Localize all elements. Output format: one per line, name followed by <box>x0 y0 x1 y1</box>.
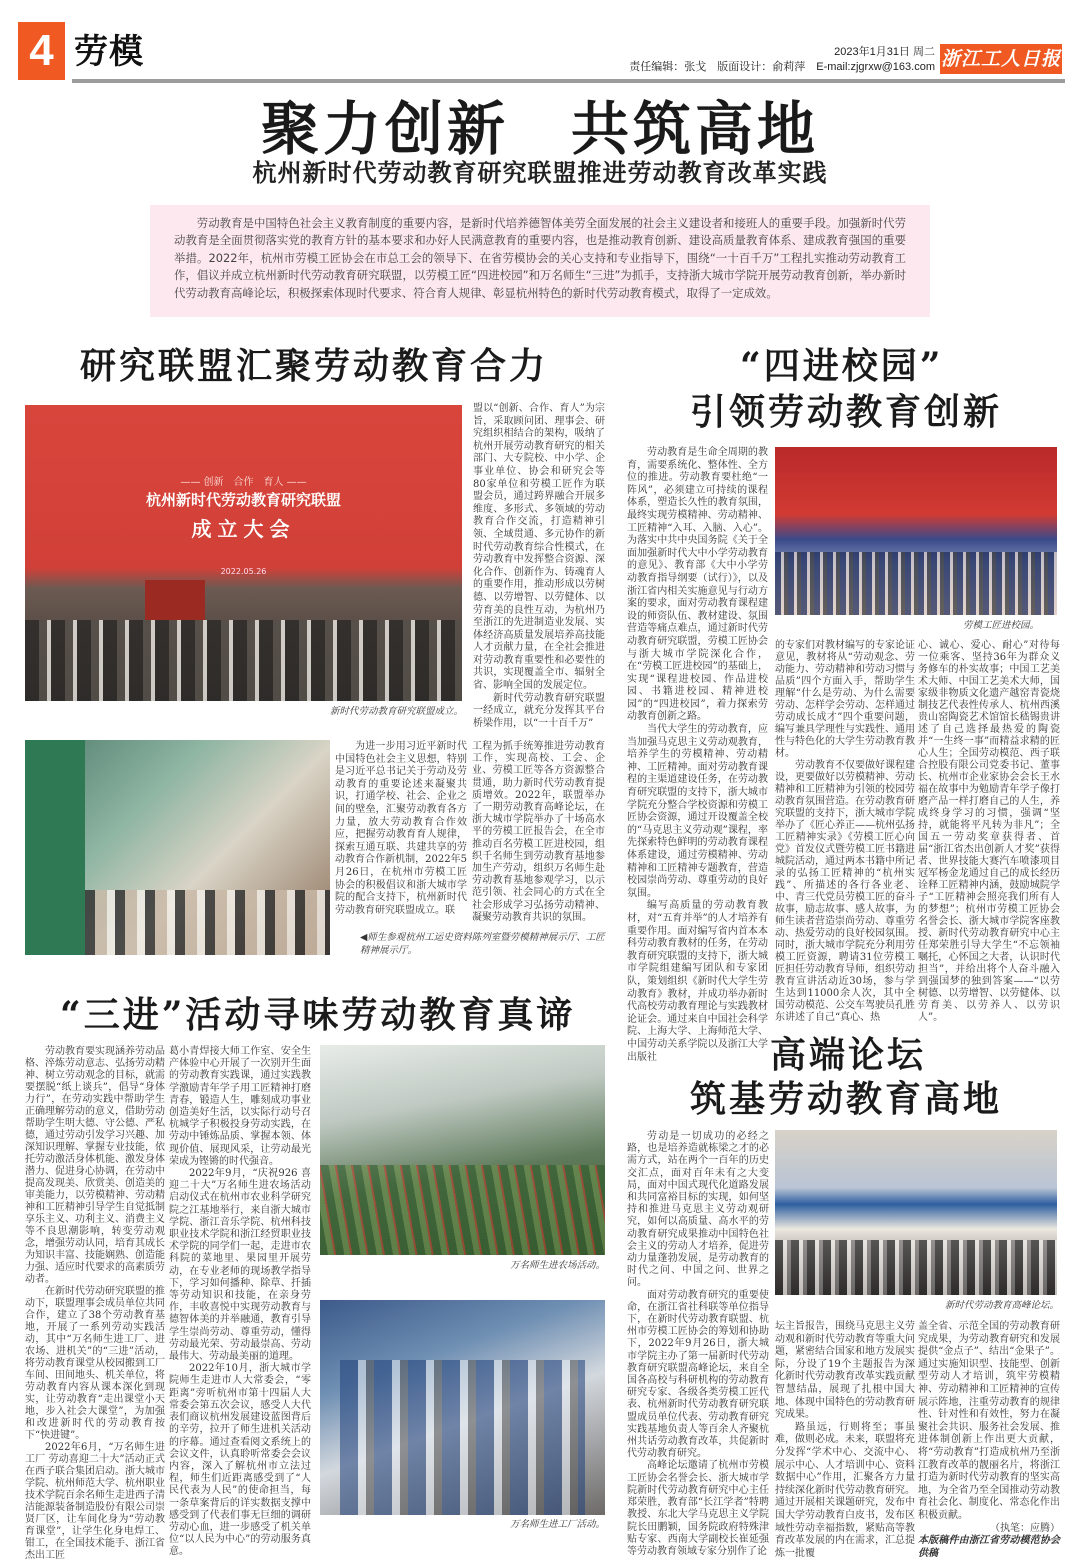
article-paragraph: 高峰论坛邀请了杭州市劳模工匠协会名誉会长、浙大城市学院新时代劳动教育研究中心主任郑荣胜，教育部“长江学者”特聘教授、东北大学马克思主义学院院长田鹏颖，国务院政府特殊津贴专家、西南大学副校长崔延强等劳动教育领域专家分别作了论 <box>627 1460 769 1557</box>
newspaper-logo: 浙江工人日报 <box>940 44 1062 74</box>
article-paragraph: 当代大学生的劳动教育，应当加强马克思主义劳动观教育，培养学生的劳模精神、劳动精神、工匠精神。面对劳动教育课程的主渠道建设任务，在劳动教育研究联盟的支持下，浙大城市学院充分整合学校资源和劳模工匠协会资源，通过开设覆盖全校的“马克思主义劳动观”课程，率先探索特色鲜明的劳动教育课程体系建设，通过劳模精神、劳动精神和工匠精神专题教育，营造校园崇尚劳动、尊重劳动的良好氛围。 <box>627 724 768 899</box>
workers <box>340 1360 585 1515</box>
section4-heading-line2: 筑基劳动教育高地 <box>690 1078 1003 1120</box>
photo-exhibition-hall-visit <box>25 740 330 955</box>
photo-caption: 万名师生进农场活动。 <box>510 1260 606 1271</box>
article-paragraph: 2022年6月，“万名师生进工厂 劳动喜迎二十大”活动正式在西子联合集团启动。浙大城市学院、杭州师范大学、杭州职业技术学院百余名师生走进西子清洁能源装备制造股份有限公司崇贤厂区，让车间化身为“劳动教育课堂”，让学生化身电焊工、钳工，在全国技术能手、浙江省杰出工匠 <box>25 1442 165 1561</box>
article-paragraph: 的专家们对教材编写的专家论证意见，教材将从“劳动观念、劳动能力、劳动精神和劳动习惯与品质”四个方面入手，帮助学生理解“什么是劳动、为什么需要劳动、怎样学会劳动、怎样通过劳动成长成才”四个重要问题，编写兼具学理性与实践性、通用性与特色化的大学生劳动教育教材。 <box>775 640 915 759</box>
section2-heading-line2: 引领劳动教育创新 <box>690 391 1003 433</box>
article-column <box>775 640 915 1024</box>
article-column <box>472 741 605 924</box>
article-paragraph: 新时代劳动教育研究联盟一经成立，就充分发挥其平台桥梁作用，以“一十百千万” <box>473 692 605 729</box>
article-paragraph: 编写高质量的劳动教育教材，对“五育并举”的人才培养有重要作用。面对编写省内首本本科劳动教育教材的任务，在劳动教育研究联盟的支持下，浙大城市学院组建编写团队和专家团队，策划组织《新时代大学生劳动教育》教材，并成功举办新时代高校劳动教育理论与实践教材论证会。通过来自中国社会科学院、上海大学、上海师范大学、中国劳动关系学院以及浙江大学出版社 <box>627 900 768 1063</box>
photo-caption: 劳模工匠进校园。 <box>963 620 1040 631</box>
page-number: 4 <box>18 22 65 80</box>
article-column <box>627 1131 769 1558</box>
article-paragraph: 葛小青焊接大师工作室、安全生产体验中心开展了一次别开生面的劳动教育实践课，通过实践教学激励青年学子用工匠精神打磨青春，锻造人生，雕刻成功事业创造美好生活，以实际行动号召杭城学子积极投身劳动实践，在劳动中锤炼品质、掌握本领、体现价值、展现风采，让劳动最光荣成为铿锵的时代强音。 <box>169 1046 311 1167</box>
article-paragraph: 坛主旨报告，围绕马克思主义劳动观和新时代劳动教育等重大问题，紧密结合国家和地方发展实际，分设了19个主题报告为深化新时代劳动教育改革实践贡献智慧结晶，展现了扎根中国大地、体现中国特色的劳动教育研究成果。 <box>775 1321 915 1421</box>
article-paragraph: 2022年9月，“庆祝926 喜迎二十大”万名师生进农场活动启动仪式在杭州市农业科学研究院之江基地举行，来自浙大城市学院、浙江音乐学院、杭州科技职业技术学院和浙江经贸职业技术学院的同学们一起，走进市农科院的菜地里、果园里开展劳动，在专业老师的现场教学指导下，学习如何播种、除草、扦插等劳动知识和技能，在亲身劳作，丰收喜悦中实现劳动教育与德智体美的并举融通，教育引导学生崇尚劳动、尊重劳动，懂得劳动最光荣、劳动最崇高、劳动最伟大、劳动最美丽的道理。 <box>169 1168 311 1363</box>
article-paragraph: 面对劳动教育研究的重要使命，在浙江省社科联等单位指导下，在新时代劳动教育联盟、杭州市劳模工匠协会的筹划和协助下，2022年9月26日，浙大城市学院主办了第一届新时代劳动教育研究联盟高峰论坛，来自全国各高校与科研机构的劳动教育研究专家、各级各类劳模工匠代表、杭州新时代劳动教育研究联盟成员单位代表、劳动教育研究实践基地负责人等百余人齐聚杭州共话劳动教育改革，共促新时代劳动教育研究。 <box>627 1289 769 1460</box>
article-column <box>918 1321 1060 1560</box>
editor-credits: 责任编辑：张戈 版面设计：俞莉萍 E-mail:zjgrxw@163.com <box>629 61 935 73</box>
section1-heading: 研究联盟汇聚劳动教育合力 <box>80 345 549 387</box>
article-paragraph: 劳动教育是生命全周期的教育，需要系统化、整体性、全方位的推进。劳动教育要杜绝“一阵风”，必须建立可持续的课程体系，塑造长久性的教育氛围，最终实现劳模精神、劳动精神、工匠精神“入耳、入脑、入心”。为落实中共中央国务院《关于全面加强新时代大中小学劳动教育的意见》、教育部《大中小学劳动教育指导纲要（试行）》，以及浙江省内相关实施意见与行动方案的要求，面对劳动教育课程建设的师资队伍、教材建设、氛围营造等痛点难点，通过新时代劳动教育研究联盟，劳模工匠协会与浙大城市学院深化合作，在“劳模工匠进校园”的基础上，实现“课程进校园、作品进校园、书籍进校园、精神进校园”的“四进校园”，着力探索劳动教育创新之路。 <box>627 447 768 723</box>
article-paragraph: 工程为抓手统筹推进劳动教育工作，实现高校、工会、企业、劳模工匠等各方资源整合贯通，助力新时代劳动教育提质增效。2022年，联盟举办了一期劳动教育高峰论坛，在浙大城市学院举办了十场高水平的劳模工匠报告会，在全市推动百名劳模工匠进校园，组织千名师生到劳动教育基地参加生产劳动，组织万名师生赴劳动教育基地参观学习，以示范引领、社会同心的方式在全社会形成学习弘扬劳动精神、凝聚劳动教育共识的氛围。 <box>472 741 605 923</box>
section2-heading-line1: “四进校园” <box>740 345 944 387</box>
section3-heading: “三进”活动寻味劳动教育真谛 <box>60 994 576 1036</box>
article-paragraph: 心、诚心、爱心、耐心”对待每一位乘客、坚持36年为群众义务修车的朴实故事；中国工艺美术大师、中国工艺美术大师，国家级非物质文化遗产越窑青瓷烧制技艺代表性传承人、杭州西溪贵山窑陶瓷艺术馆馆长嵇锡贵讲述了自己选择最热爱的陶瓷并“一生终一事”而精益求精的匠心人生；全国劳动模范、西子联合控股有限公司党委书记、董事长、杭州市企业家协会会长王水福在故事中为勉励青年学子像打磨产品一样打磨自己的人生，养成终身学习的习惯，强调“坚持，就能将平凡转为非凡”；全国五一劳动奖章获得者、首届“浙江省杰出创新人才奖”获得者、世界技能大赛汽车喷漆项目冠军杨金龙通过自己的成长经历诠释工匠精神内涵，鼓励城院学子“工匠精神会照亮我们所有人的梦想”；杭州市劳模工匠协会名誉会长、浙大城市学院客座教授、新时代劳动教育研究中心主任郑荣胜引导大学生“不忘领袖嘱托，心怀国之大者，认识时代担当”，并给出将个人奋斗融入到强国梦的独到答案——“以劳树德、以劳增智、以劳健体、以劳育美、以劳养人、以劳识人”。 <box>918 640 1060 1023</box>
source-credit: 本版稿件由浙江省劳动模范协会供稿 <box>918 1535 1060 1559</box>
podium <box>145 580 205 620</box>
audience <box>775 1240 1057 1295</box>
issue-date: 2023年1月31日 周二 <box>834 46 935 58</box>
seedlings <box>320 1165 605 1255</box>
visitors <box>85 890 330 955</box>
article-paragraph: 盖全省、示范全国的劳动教育研究成果，为劳动教育研究和发展提供“金点子”、结出“金果子”。通过实施知识型、技能型、创新型劳动人才培训，筑牢劳模精神、劳动精神和工匠精神的宣传展示阵地，注重劳动教育的规律性、针对性和有效性，努力在凝聚社会共识、服务社会发展、推进体制创新上作出更大贡献，将“劳动教育”打造成杭州乃至浙江教育改革的靓丽名片，将浙江打造为新时代劳动教育的坚实高地，为全省乃至全国推动劳动教育社会化、制度化、常态化作出积极贡献。 <box>918 1321 1060 1521</box>
article-paragraph: 劳动是一切成功的必经之路，也是培养造就栋梁之才的必需方式，站在两个一百年的历史交汇点，面对百年未有之大变局，面对中国式现代化道路发展和共同富裕目标的实现，如何坚持和推进马克思主义劳动观研究，如何以高质量、高水平的劳动教育研究成果推动中国特色社会主义的劳动人才培养，促进劳动力量蓬勃发展，是劳动教育的时代之问、中国之问、世界之问。 <box>627 1131 769 1289</box>
exhibit-wall <box>25 740 85 955</box>
audience <box>25 620 462 701</box>
article-paragraph: 2022年10月，浙大城市学院师生走进市人大常委会，“零距离”旁听杭州市第十四届人大常委会第五次会议，感受人大代表们商议杭州发展建设蓝图背后的辛劳，拉开了师生进机关活动的序幕。通过查看阅文系统上的会议文件，认真聆听常委会会议内容，深入了解杭州市立法过程，师生们近距离感受到了“人民代表为人民”的使命担当，每一条草案背后的详实数据支撑中感受到了代表们事无巨细的调研劳动心血，进一步感受了机关单位“以人民为中心”的劳动服务真意。 <box>169 1363 311 1558</box>
article-paragraph: 为进一步用习近平新时代中国特色社会主义思想，特别是习近平总书记关于劳动及劳动教育的重要论述来凝聚共识，打通学校、社会、企业之间的壁垒，汇聚劳动教育各方力量，放大劳动教育合作效应，把握劳动教育育人规律，探索互通互联、共建共享的劳动教育合作新机制，2022年5月26日，在杭州市劳模工匠协会的积极倡议和浙大城市学院的配合支持下，杭州新时代劳动教育研究联盟成立。联 <box>335 741 467 916</box>
photo-alliance-founding <box>25 405 462 701</box>
header-divider <box>72 79 1065 83</box>
article-paragraph: 路虽远，行则将至；事虽难，做则必成。未来，联盟将充分发挥“学术中心、交流中心、展示中心、人才培训中心、资料数据中心”作用，汇聚各方力量持续深化新时代劳动教育研究。通过开展相关课题研究，发布中国大学劳动教育白皮书，发布区域性劳动幸福指数，紧贴高等教育改革发展的内在需求，汇总提炼一批覆 <box>775 1421 915 1559</box>
audience <box>775 552 1057 615</box>
photo-farm-visit <box>320 1045 605 1255</box>
article-column <box>335 741 467 917</box>
article-column <box>775 1321 915 1560</box>
article-paragraph: 在新时代劳动研究联盟的推动下，联盟理事会成员单位共同合作，建立了38个劳动教育基地，开展了一系列劳动实践活动，其中“万名师生进工厂、进农场、进机关”的“三进”活动，将劳动教育课堂从校园搬到工厂车间、田间地头、机关单位，将劳动教育内容从课本深化到现实，让劳动教育“走出课堂小天地，步入社会大课堂”，为加强和改进新时代的劳动教育按下“快进键”。 <box>25 1286 165 1441</box>
article-column <box>473 403 605 730</box>
banner-title: 杭州新时代劳动教育研究联盟 <box>145 491 341 509</box>
article-paragraph: 劳动教育不仅要做好课程建设，更要做好以劳模精神、劳动精神和工匠精神为引领的校园劳动教育氛围营造。在劳动教育研究联盟的支持下，浙大城市学院举办了《匠心养正——杭州弘扬工匠精神实录》《劳模工匠心向党》首发仪式暨劳模工匠书籍进城院活动，通过两本书籍中所记录的弘扬工匠精神的“杭州实践”、所描述的各行各业老、中、青三代党员劳模工匠的奋斗故事，励志故事、感人故事，为师生读者营造崇尚劳动、尊重劳动、热爱劳动的良好校园氛围。同时，浙大城市学院充分利用劳模工匠资源，聘请31位劳模工匠担任劳动教育导师，组织劳动教育宣讲活动近30场，参与学生达到11000余人次，其中全国劳动模范、公交车驾驶员孔胜东讲述了自己“真心、热 <box>775 760 915 1023</box>
banner-slogan: —— 创新 合作 育人 —— <box>180 477 307 488</box>
main-headline: 聚力创新 共筑高地 <box>260 95 819 163</box>
photo-caption: 新时代劳动教育高峰论坛。 <box>945 1300 1060 1311</box>
article-column <box>169 1046 311 1559</box>
article-paragraph: 劳动教育要实现涵养劳动品格、淬炼劳动意志、弘扬劳动精神、树立劳动观念的目标，就需要摆脱“纸上谈兵”，倡导“身体力行”，在劳动实践中帮助学生正确理解劳动的意义，借助劳动帮助学生明大德、守公德、严私德，通过劳动引发学习兴趣、加深知识理解、掌握专业技能，依托劳动激活身体机能、激发身体潜力、促进身心协调，在劳动中提高发现美、欣赏美、创造美的审美能力，以劳模精神、劳动精神和工匠精神引导学生自觉抵制享乐主义、功利主义、消费主义等不良思潮影响，转变劳动观念，增强劳动认同，培育其成长为知识丰富、技能娴熟、创造能力强、适应时代要求的高素质劳动者。 <box>25 1046 165 1285</box>
author-byline: （执笔：应腾） <box>990 1522 1060 1534</box>
photo-model-workers-campus <box>775 447 1057 615</box>
section-name: 劳模 <box>74 32 144 72</box>
photo-caption: 新时代劳动教育研究联盟成立。 <box>330 706 464 717</box>
intro-box <box>150 205 930 317</box>
intro-text: 劳动教育是中国特色社会主义教育制度的重要内容，是新时代培养德智体美劳全面发展的社会主义建设者和接班人的重要手段。加强新时代劳动教育是全面贯彻落实党的教育方针的基本要求和办好人民满意教育的重要内容，也是推动教育创新、建设高质量教育体系、建成教育强国的重要举措。2022年，杭州市劳模工匠协会在市总工会的领导下、在省劳模协会的关心支持和专业指导下，围绕“一十百千万”工程扎实推动劳动教育工作，倡议并成立杭州新时代劳动教育研究联盟，以劳模工匠“四进校园”和万名师生“三进”为抓手，支持浙大城市学院开展劳动教育创新，举办新时代劳动教育高峰论坛，积极探索体现时代要求、符合育人规律、彰显杭州特色的新时代劳动教育模式，取得了一定成效。 <box>174 216 906 300</box>
photo-factory-visit <box>320 1300 605 1515</box>
article-paragraph: 盟以“创新、合作、育人”为宗旨，采取顾问团、理事会、研究组织相结合的架构，吸纳了杭州开展劳动教育研究的相关部门、大专院校、中小学、企事业单位、协会和研究会等80家单位和劳模工匠作为联盟会员，通过跨界融合开展多维度、多形式、多领域的劳动教育合作交流，打造精神引领、全域贯通、多元协作的新时代劳动教育综合性模式，在劳动教育中发挥整合资源、深化合作、创新作为、铸魂育人的重要作用，推动形成以劳树德、以劳增智、以劳健体、以劳育美的良性互动，为杭州乃至浙江的先进制造业发展、实体经济高质量发展培养高技能人才贡献力量，在全社会推进对劳动教育重要性和必要性的共识，实现覆盖全市、辐射全省、影响全国的发展定位。 <box>473 403 605 692</box>
banner-event: 成立大会 <box>191 517 296 541</box>
photo-summit-forum <box>775 1130 1057 1295</box>
photo-caption: ◀师生参观杭州工运史资料陈列室暨劳模精神展示厅、工匠精神展示厅。 <box>360 932 605 956</box>
article-column <box>918 640 1060 1024</box>
section4-heading-line1: 高端论坛 <box>770 1034 927 1076</box>
banner-date: 2022.05.26 <box>220 567 267 576</box>
photo-caption: 万名师生进工厂活动。 <box>510 1519 606 1530</box>
article-column <box>627 447 768 1064</box>
article-column <box>25 1046 165 1562</box>
sub-headline: 杭州新时代劳动教育研究联盟推进劳动教育改革实践 <box>252 158 828 187</box>
